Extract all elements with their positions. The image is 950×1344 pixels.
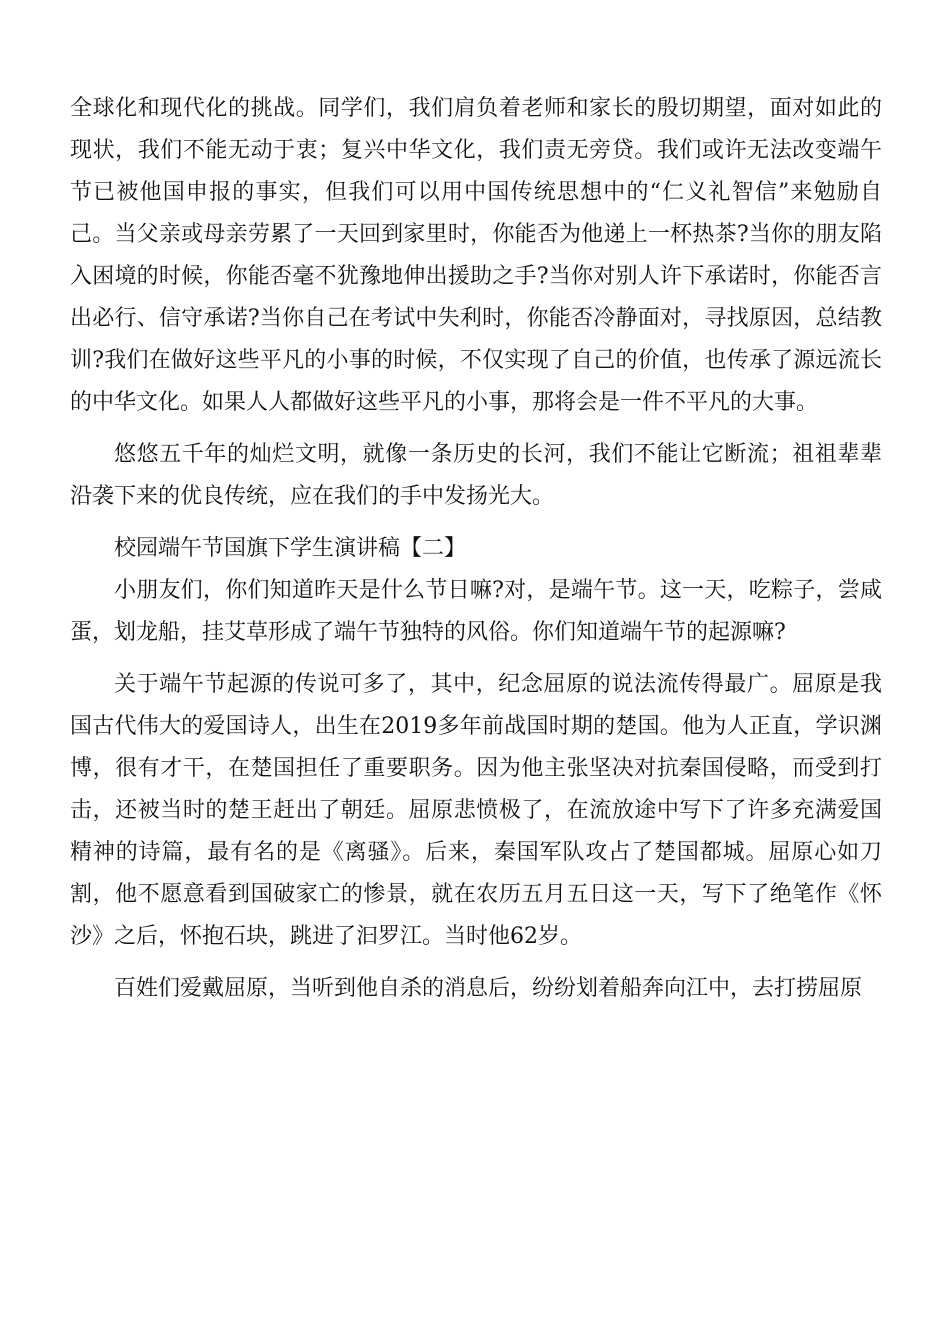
paragraph-people: 百姓们爱戴屈原，当听到他自杀的消息后，纷纷划着船奔向江中，去打捞屈原 — [114, 976, 863, 1001]
paragraph-continuation: 全球化和现代化的挑战。同学们，我们肩负着老师和家长的殷切期望，面对如此的现状，我们不能无动于衷；复兴中华文化，我们责无旁贷。我们或许无法改变端午节已被他国申报的事实，但我们可以用中国传统思想中的“仁义礼智信”来勉励自己。当父亲或母亲劳累了一天回到家里时，你能否为他递上一杯热茶?当你的朋友陷入困境的时候，你能否毫不犹豫地伸出援助之手?当你对别人许下承诺时，你能否言出必行、信守承诺?当你自己在考试中失利时，你能否冷静面对，寻找原因，总结教训?我们在做好这些平凡的小事的时候，不仅实现了自己的价值，也传承了源远流长的中华文化。如果人人都做好这些平凡的小事，那将会是一件不平凡的大事。 — [70, 96, 882, 415]
paragraph-origin: 关于端午节起源的传说可多了，其中，纪念屈原的说法流传得最广。屈原是我国古代伟大的爱国诗人，出生在2019多年前战国时期的楚国。他为人正直，学识渊博，很有才干，在楚国担任了重要职务。因为他主张坚决对抗秦国侵略，而受到打击，还被当时的楚王赶出了朝廷。屈原悲愤极了，在流放途中写下了许多充满爱国精神的诗篇，最有名的是《离骚》。后来，秦国军队攻占了楚国都城。屈原心如刀割，他不愿意看到国破家亡的惨景，就在农历五月五日这一天，写下了绝笔作《怀沙》之后，怀抱石块，跳进了汩罗江。当时他62岁。 — [70, 672, 882, 949]
document-page — [70, 88, 882, 1010]
paragraph-civilization: 悠悠五千年的灿烂文明，就像一条历史的长河，我们不能让它断流；祖祖辈辈沿袭下来的优良传统，应在我们的手中发扬光大。 — [70, 442, 882, 509]
paragraph-intro: 小朋友们，你们知道昨天是什么节日嘛?对，是端午节。这一天，吃粽子，尝咸蛋，划龙船，挂艾草形成了端午节独特的风俗。你们知道端午节的起源嘛? — [70, 578, 882, 645]
section-heading: 校园端午节国旗下学生演讲稿【二】 — [114, 536, 467, 561]
